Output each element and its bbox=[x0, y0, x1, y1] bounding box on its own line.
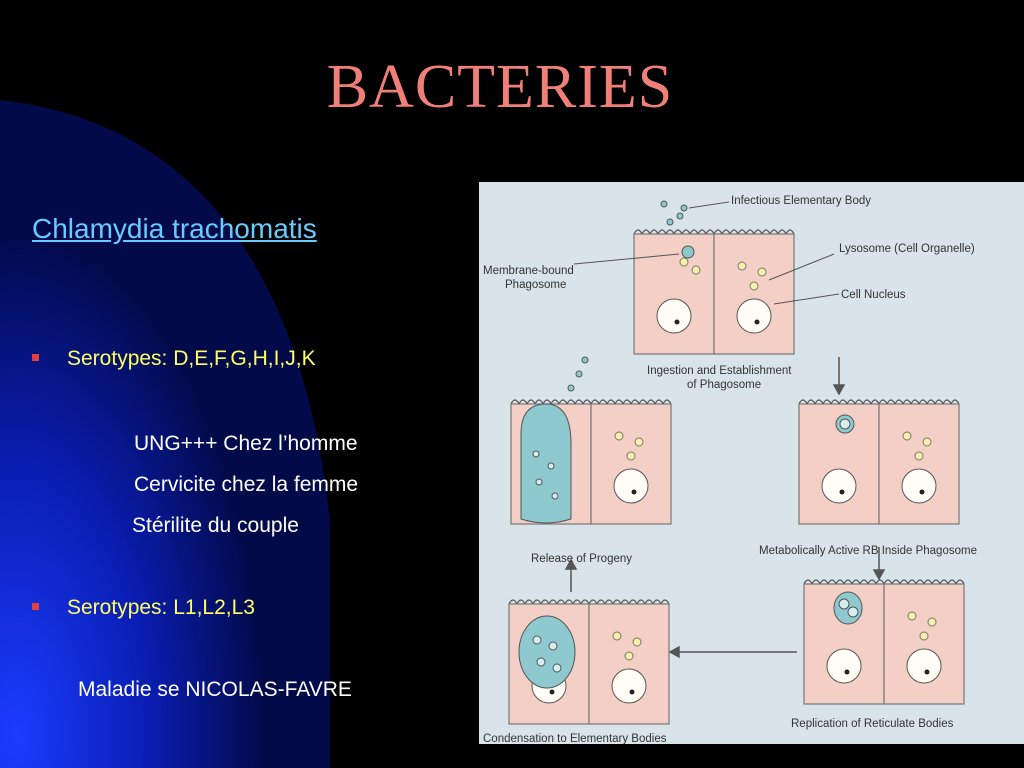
slide-subtitle: Chlamydia trachomatis bbox=[32, 213, 317, 244]
cells-condensation bbox=[509, 600, 669, 724]
label-condensation: Condensation to Elementary Bodies bbox=[483, 733, 667, 744]
label-cell-nucleus: Cell Nucleus bbox=[841, 289, 906, 301]
chlamydia-life-cycle-diagram bbox=[479, 182, 1024, 744]
label-replication: Replication of Reticulate Bodies bbox=[791, 718, 954, 730]
bullet-item bbox=[32, 347, 316, 371]
bullet-text: Serotypes: L1,L2,L3 bbox=[67, 596, 255, 619]
label-ingestion: Ingestion and Establishment bbox=[647, 365, 792, 377]
bullet-text: Serotypes: D,E,F,G,H,I,J,K bbox=[67, 347, 316, 370]
label-metabolically-active: Metabolically Active RB Inside Phagosome bbox=[759, 545, 977, 557]
cells-release bbox=[511, 400, 671, 524]
cells-metabolically-active bbox=[799, 400, 959, 524]
bullet-detail: Maladie se NICOLAS-FAVRE bbox=[78, 678, 352, 701]
label-lysosome: Lysosome (Cell Organelle) bbox=[839, 243, 975, 255]
bullet-item bbox=[32, 596, 255, 620]
cells-replication bbox=[804, 580, 964, 704]
cells-ingestion bbox=[634, 213, 794, 354]
bullet-square-icon bbox=[32, 603, 39, 610]
label-release-progeny: Release of Progeny bbox=[531, 553, 633, 565]
label-membrane-bound: Membrane-bound bbox=[483, 265, 574, 277]
slide-title: BACTERIES bbox=[326, 53, 674, 121]
bullet-square-icon bbox=[32, 354, 39, 361]
label-infectious-body: Infectious Elementary Body bbox=[731, 195, 871, 207]
bullet-detail: Cervicite chez la femme bbox=[134, 473, 359, 496]
bullet-detail: Stérilite du couple bbox=[132, 514, 299, 537]
bullet-detail: UNG+++ Chez l’homme bbox=[134, 432, 358, 455]
label-phagosome: Phagosome bbox=[505, 279, 567, 291]
label-ingestion-line2: of Phagosome bbox=[687, 379, 762, 391]
